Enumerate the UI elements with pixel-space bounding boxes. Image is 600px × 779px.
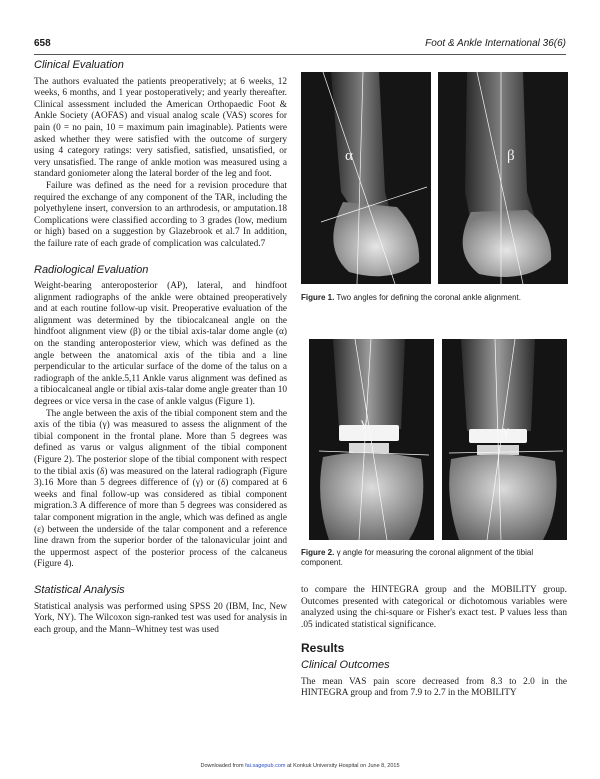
figure-2-caption-text: γ angle for measuring the coronal alignment of the tibial component. [301,548,534,567]
figure-2-caption [301,548,567,568]
section-heading-clinical-evaluation: Clinical Evaluation [34,59,124,71]
alpha-label: α [345,148,353,164]
page-number: 658 [34,38,51,49]
paragraph: Weight-bearing anteroposterior (AP), lateral, and hindfoot alignment radiographs of the ankle were obtained preoperatively and at each routine follow-up visit. Preoperative evaluation of the alignment was determined by the tibiocalcaneal angle on the hindfoot alignment view (β) or the tibial axis-talar dome angle (α) on the standing anteroposterior view, which was defined as the angle between the anatomical axis of the tibia and a line perpendicular to the articular surface of the dome of the talus on a radiograph of the ankle.5,11 Ankle varus alignment was defined as a tibiocalcaneal angle or tibial axis-talar dome angle greater than 10 degrees or vice versa in the case of ankle valgus (Figure 1). [34,281,287,408]
section-heading-radiological-evaluation: Radiological Evaluation [34,263,149,276]
figure-2-label: Figure 2. [301,548,335,557]
figure-1-caption [301,293,567,303]
figure-1-radiograph [301,72,568,284]
paragraph: The authors evaluated the patients preoperatively; at 6 weeks, 12 weeks, 6 months, and 1 year postoperatively; and yearly thereafter. Clinical assessment included the American Orthopaedic Foot & Ankle Society (AOFAS) and visual analog scale (VAS) scores for pain (0 = no pain, 10 = maximum pain imaginable). Patients were asked whether they were satisfied with the outcome of surgery using 4 category ratings: very satisfied, satisfied, unsatisfied, or very unsatisfied. The range of ankle motion was measured using a standard goniometer along the lateral border of the leg and foot. [34,76,287,180]
footer-text: Downloaded from [200,763,246,769]
figure-1-caption-text: Two angles for defining the coronal ankle alignment. [336,293,521,302]
paragraph: The mean VAS pain score decreased from 8.3 to 2.0 in the HINTEGRA group and from 7.9 to 2.7 in the MOBILITY [301,676,567,699]
gamma-label-right: γ [503,424,510,439]
gamma-label-left: γ [361,416,368,431]
figure-2-image [309,339,567,540]
paragraph: Failure was defined as the need for a revision procedure that required the exchange of any component of the TAR, including the polyethylene insert, conversion to an arthrodesis, or amputation.18 Complications were classified according to 3 grades (low, medium or high) based on a suggestion by Glazebrook et al.7 In addition, the failure rate of each grade of complication was calculated.7 [34,180,287,249]
paragraph: Statistical analysis was performed using SPSS 20 (IBM, Inc, New York, NY). The Wilcoxon sign-ranked test was used for analysis in each group, and the Mann–Whitney test was used [34,601,287,635]
paragraph: The angle between the axis of the tibial component stem and the axis of the tibia (γ) was measured to assess the alignment of the tibial component in the frontal plane. More than 5 degrees was defined as varus or valgus alignment of the tibial component (Figure 2). The posterior slope of the tibial component with respect to the tibial axis (δ) was measured on the lateral radiograph (Figure 3).16 More than 5 degrees difference of (γ) or (δ) compared at 6 weeks and final follow-up was considered as tibial component migration.3 A difference of more than 5 degrees was considered as talar component migration in the angle, which was defined as angle (ε) between the underside of the talar component and a reference line drawn from the superior border of the talonavicular joint and the uppermost aspect of the posterior process of the calcaneus (Figure 4). [34,408,287,570]
footer-link[interactable]: fai.sagepub.com [245,763,286,769]
paragraph: to compare the HINTEGRA group and the MOBILITY group. Outcomes presented with categorical or dichotomous variables were analyzed using the chi-square or Fisher's exact test. P values less than .05 indicated statistical significance. [301,585,567,630]
figure-1-label: Figure 1. [301,293,335,302]
figure-2-radiograph [309,339,567,540]
footer-text: at Konkuk University Hospital on June 8, 2015 [285,763,400,769]
left-column [34,60,287,636]
download-footer [0,763,600,769]
subsection-heading-clinical-outcomes: Clinical Outcomes [301,658,390,671]
right-column [301,585,567,700]
beta-label: β [507,148,515,164]
section-heading-results: Results [301,641,345,656]
running-header [34,38,566,52]
header-rule [34,54,566,55]
journal-title: Foot & Ankle International 36(6) [425,38,566,49]
figure-1-image [301,72,568,284]
section-heading-statistical-analysis: Statistical Analysis [34,583,125,596]
